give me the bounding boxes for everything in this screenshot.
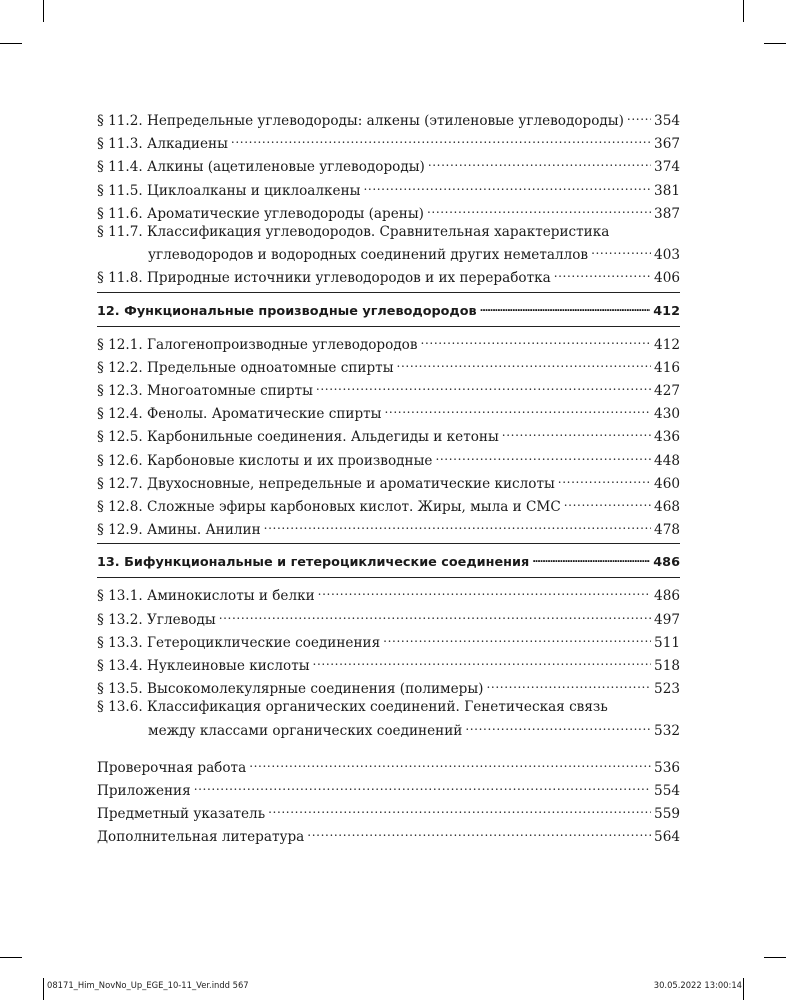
- dot-leader: [435, 447, 651, 465]
- toc-entry[interactable]: [97, 800, 680, 823]
- dot-leader: [264, 516, 651, 534]
- dot-leader: [487, 675, 652, 693]
- crop-mark: [743, 978, 744, 1000]
- toc-entry-page: 523: [654, 681, 680, 698]
- chapter-heading[interactable]: [97, 548, 680, 573]
- dot-leader: [421, 331, 652, 349]
- dot-leader: [428, 153, 651, 171]
- toc-entry[interactable]: [97, 675, 680, 698]
- toc-entry-title: § 11.8. Природные источники углеводородов и их переработка: [97, 270, 551, 287]
- dot-leader: [219, 606, 651, 624]
- toc-entry-title: § 13.2. Углеводы: [97, 611, 216, 628]
- crop-mark: [764, 43, 786, 44]
- chapter-title: 13. Бифункциональные и гетероциклические соединения: [97, 555, 530, 571]
- toc-entry-page: 436: [654, 429, 680, 446]
- chapter-page: 486: [653, 555, 680, 571]
- toc-entry-page: 381: [654, 182, 680, 199]
- toc-entry-page: 367: [654, 136, 680, 153]
- toc-entry[interactable]: [97, 470, 680, 493]
- toc-entry[interactable]: [97, 177, 680, 200]
- dot-leader: [558, 470, 651, 488]
- dot-leader: [384, 400, 651, 418]
- print-slug-datetime: 30.05.2022 13:00:14: [653, 980, 742, 990]
- toc-entry[interactable]: [97, 264, 680, 287]
- toc-entry-title: § 12.9. Амины. Анилин: [97, 522, 261, 539]
- toc-entry[interactable]: [97, 606, 680, 629]
- toc-entry-title: § 12.2. Предельные одноатомные спирты: [97, 359, 394, 376]
- toc-entry-page: 427: [654, 383, 680, 400]
- toc-entry-title: между классами органических соединений: [148, 722, 463, 739]
- toc-entry-title: § 11.2. Непредельные углеводороды: алкены (этиленовые углеводороды): [97, 113, 624, 129]
- crop-mark: [0, 43, 22, 44]
- dot-leader: [194, 777, 651, 795]
- crop-mark: [43, 0, 44, 22]
- crop-mark: [743, 0, 744, 22]
- toc-entry-title: § 12.6. Карбоновые кислоты и их производные: [97, 452, 433, 469]
- dot-leader: [564, 493, 651, 511]
- toc-entry-page: 486: [654, 588, 680, 605]
- toc-entry-page: 497: [654, 611, 680, 628]
- toc-entry-title: § 11.4. Алкины (ацетиленовые углеводороды): [97, 159, 425, 176]
- toc-entry[interactable]: [97, 107, 680, 130]
- toc-entry-title: § 11.5. Циклоалканы и циклоалкены: [97, 182, 361, 199]
- dot-leader: [465, 717, 651, 735]
- dot-leader: [383, 629, 651, 647]
- toc-entry-title: § 13.5. Высокомолекулярные соединения (полимеры): [97, 681, 484, 698]
- toc-entry[interactable]: [97, 130, 680, 153]
- dot-leader: [591, 241, 651, 259]
- toc-entry-page: 559: [654, 806, 680, 823]
- dot-leader: [363, 177, 651, 195]
- dot-leader: [313, 652, 652, 670]
- toc-entry[interactable]: [97, 423, 680, 446]
- toc-entry-title: § 11.3. Алкадиены: [97, 136, 228, 153]
- toc-entry-title: Предметный указатель: [97, 806, 266, 823]
- toc-entry[interactable]: [97, 377, 680, 400]
- toc-entry-title: Дополнительная литература: [97, 829, 305, 846]
- toc-entry-page: 511: [654, 634, 680, 651]
- toc-entry-title: Проверочная работа: [97, 759, 247, 776]
- dot-leader: [307, 823, 651, 841]
- toc-entry-title: § 11.6. Ароматические углеводороды (арены): [97, 205, 424, 222]
- toc-entry[interactable]: [97, 493, 680, 516]
- dot-leader: [502, 423, 651, 441]
- toc-entry-page: 478: [654, 522, 680, 539]
- toc-entry-page: 448: [654, 452, 680, 469]
- toc-entry[interactable]: [97, 447, 680, 470]
- toc-entry-title: § 13.6. Классификация органических соединений. Генетическая связь: [97, 699, 608, 716]
- print-slug-file: 08171_Him_NovNo_Up_EGE_10-11_Ver.indd 567: [47, 980, 249, 990]
- toc-entry-page: 354: [654, 113, 680, 129]
- toc-entry[interactable]: [97, 400, 680, 423]
- toc-entry-title: § 12.5. Карбонильные соединения. Альдегиды и кетоны: [97, 429, 499, 446]
- dot-leader: [427, 200, 651, 218]
- toc-entry-title: § 12.3. Многоатомные спирты: [97, 383, 313, 400]
- toc-entry[interactable]: [97, 777, 680, 800]
- chapter-title: 12. Функциональные производные углеводородов: [97, 303, 477, 319]
- toc-entry-page: 412: [654, 336, 680, 353]
- toc-entry-page: 374: [654, 159, 680, 176]
- toc-entry-title: § 13.3. Гетероциклические соединения: [97, 634, 381, 651]
- divider: [97, 577, 680, 578]
- toc-entry[interactable]: [97, 153, 680, 176]
- dot-leader: [318, 582, 651, 600]
- toc-entry-page: 468: [654, 499, 680, 516]
- toc-entry-continuation[interactable]: [97, 241, 680, 264]
- toc-entry-page: 406: [654, 270, 680, 287]
- toc-entry-page: 554: [654, 783, 680, 800]
- toc-entry-page: 416: [654, 359, 680, 376]
- toc-entry[interactable]: [97, 223, 680, 241]
- toc-entry[interactable]: [97, 823, 680, 846]
- toc-entry[interactable]: [97, 754, 680, 777]
- dot-leader: [268, 800, 651, 818]
- dot-leader: [231, 130, 651, 148]
- toc-entry[interactable]: [97, 629, 680, 652]
- toc-entry-page: 564: [654, 829, 680, 846]
- toc-entry[interactable]: [97, 200, 680, 223]
- divider: [97, 543, 680, 544]
- toc-entry[interactable]: [97, 354, 680, 377]
- toc-entry[interactable]: [97, 582, 680, 605]
- chapter-page: 412: [653, 303, 680, 319]
- toc-entry-title: § 13.4. Нуклеиновые кислоты: [97, 658, 310, 675]
- toc-entry-page: 536: [654, 759, 680, 776]
- toc-entry-page: 532: [654, 722, 680, 739]
- toc-entry-page: 518: [654, 658, 680, 675]
- toc-entry-title: § 11.7. Классификация углеводородов. Сравнительная характеристика: [97, 224, 610, 241]
- dot-leader: [249, 754, 651, 772]
- toc-entry[interactable]: [97, 652, 680, 675]
- toc-entry[interactable]: [97, 331, 680, 354]
- dot-leader: [532, 548, 650, 566]
- toc-entry[interactable]: [97, 698, 680, 716]
- toc-entry-title: § 13.1. Аминокислоты и белки: [97, 588, 315, 605]
- dot-leader: [480, 297, 651, 315]
- crop-mark: [764, 957, 786, 958]
- divider: [97, 292, 680, 293]
- table-of-contents: [97, 107, 680, 847]
- toc-entry-page: 387: [654, 205, 680, 222]
- dot-leader: [316, 377, 651, 395]
- chapter-heading[interactable]: [97, 297, 680, 322]
- toc-entry-continuation[interactable]: [97, 717, 680, 740]
- dot-leader: [397, 354, 652, 372]
- toc-entry-title: § 12.8. Сложные эфиры карбоновых кислот. Жиры, мыла и СМС: [97, 499, 561, 516]
- toc-entry-page: 460: [654, 475, 680, 492]
- toc-entry-title: § 12.1. Галогенопроизводные углеводородов: [97, 336, 418, 353]
- toc-entry-title: углеводородов и водородных соединений других неметаллов: [148, 247, 589, 264]
- toc-entry-page: 430: [654, 406, 680, 423]
- toc-entry-page: 403: [654, 247, 680, 264]
- toc-entry[interactable]: [97, 516, 680, 539]
- divider: [97, 326, 680, 327]
- dot-leader: [554, 264, 651, 282]
- toc-entry-title: Приложения: [97, 783, 191, 800]
- dot-leader: [627, 107, 651, 125]
- crop-mark: [0, 957, 22, 958]
- toc-entry-title: § 12.4. Фенолы. Ароматические спирты: [97, 406, 382, 423]
- toc-entry-title: § 12.7. Двухосновные, непредельные и ароматические кислоты: [97, 475, 555, 492]
- crop-mark: [43, 978, 44, 1000]
- back-matter: [97, 754, 680, 847]
